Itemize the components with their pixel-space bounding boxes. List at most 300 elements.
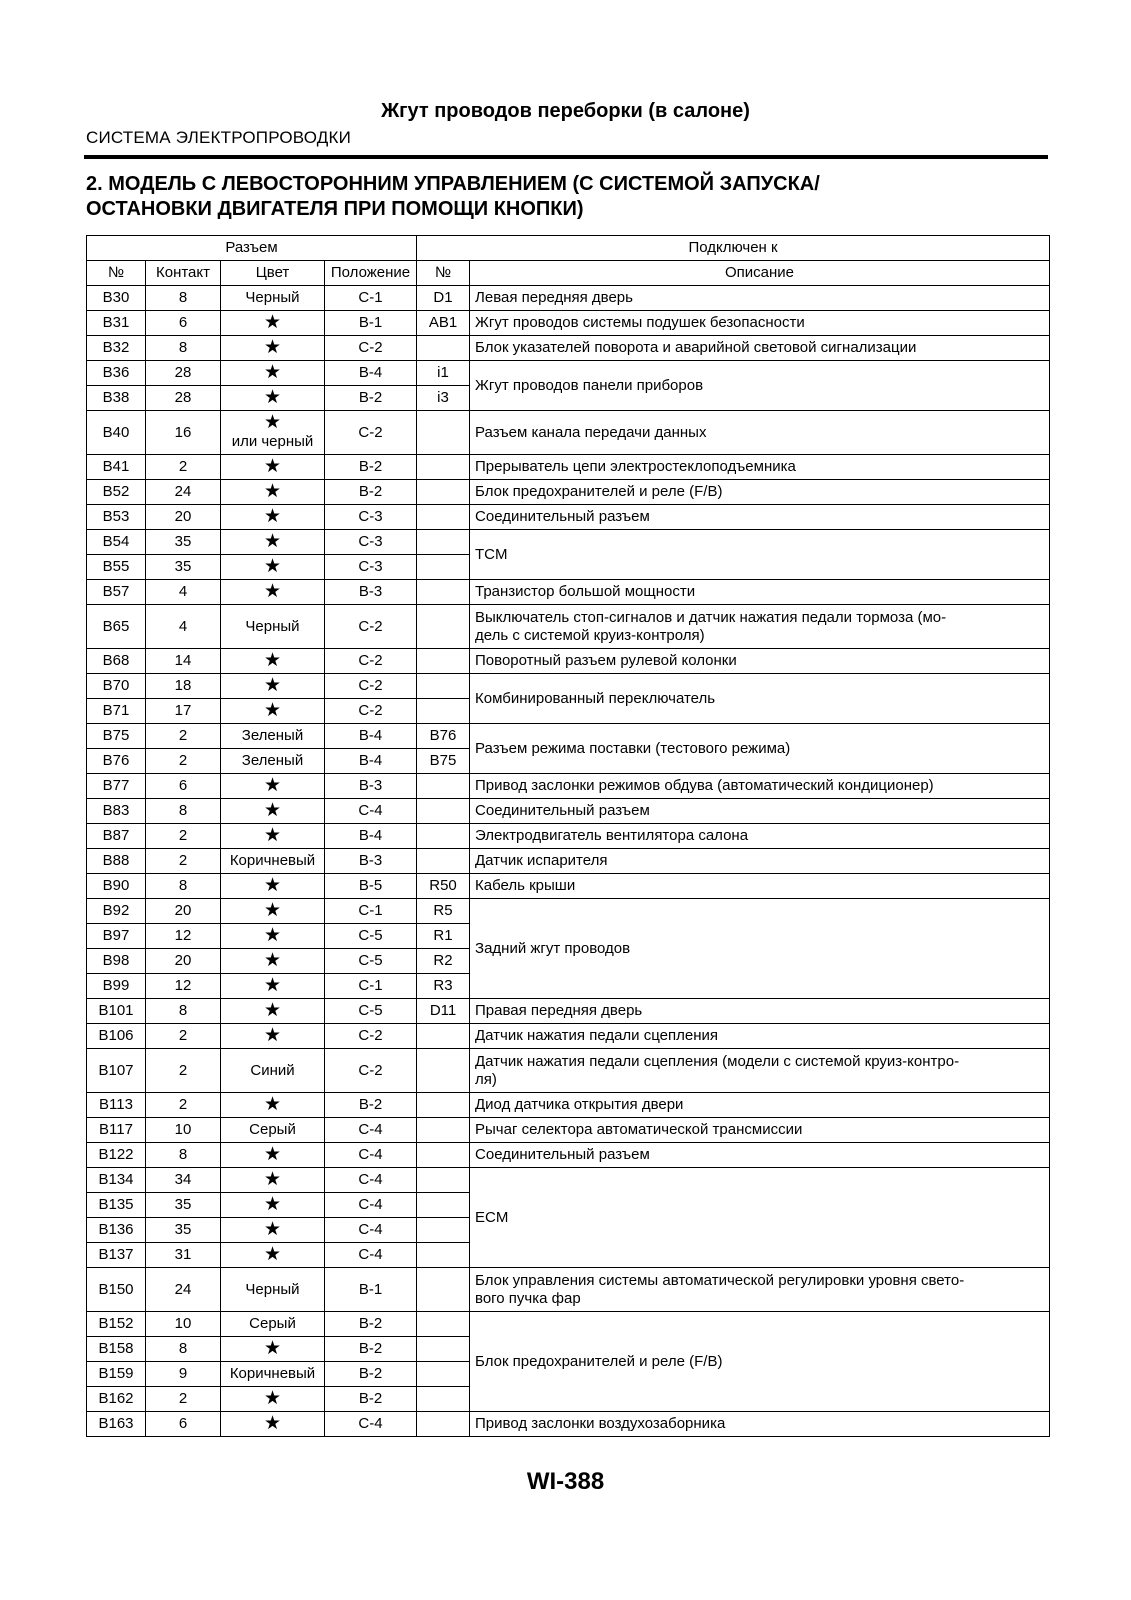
cell-pins: 20: [146, 949, 221, 974]
cell-position: B-1: [325, 1268, 417, 1312]
cell-description: [470, 1143, 1050, 1168]
cell-color: [221, 555, 325, 580]
cell-to-no: [417, 1218, 470, 1243]
cell-description: [470, 674, 1050, 724]
cell-position: C-1: [325, 286, 417, 311]
cell-pins: 20: [146, 899, 221, 924]
star-icon: ★: [263, 674, 282, 696]
cell-position: B-3: [325, 849, 417, 874]
cell-position: C-3: [325, 530, 417, 555]
cell-to-no: [417, 1118, 470, 1143]
cell-position: C-4: [325, 1168, 417, 1193]
cell-color: [221, 1243, 325, 1268]
cell-description: [470, 530, 1050, 580]
cell-to-no: R3: [417, 974, 470, 999]
description-text: Рычаг селектора автоматической трансмиссии: [475, 1121, 803, 1138]
cell-no: B55: [87, 555, 146, 580]
table-row: [87, 361, 1050, 386]
cell-description: [470, 649, 1050, 674]
cell-to-no: [417, 774, 470, 799]
cell-color: Черный: [221, 605, 325, 649]
table-row: [87, 899, 1050, 924]
cell-to-no: i1: [417, 361, 470, 386]
cell-no: B41: [87, 455, 146, 480]
cell-to-no: [417, 530, 470, 555]
star-icon: ★: [263, 1193, 282, 1215]
cell-pins: 18: [146, 674, 221, 699]
cell-description: [470, 580, 1050, 605]
cell-to-no: [417, 699, 470, 724]
star-icon: ★: [263, 1143, 282, 1165]
cell-description: [470, 286, 1050, 311]
cell-color: Черный: [221, 286, 325, 311]
cell-position: C-4: [325, 1412, 417, 1437]
cell-pins: 28: [146, 386, 221, 411]
cell-no: B70: [87, 674, 146, 699]
cell-to-no: R2: [417, 949, 470, 974]
cell-position: C-5: [325, 949, 417, 974]
cell-no: B163: [87, 1412, 146, 1437]
table-column-header: [87, 261, 1050, 286]
cell-no: B38: [87, 386, 146, 411]
cell-color: [221, 999, 325, 1024]
description-text: Датчик нажатия педали сцепления (модели с системой круиз-контро-: [475, 1052, 960, 1070]
cell-description: [470, 1168, 1050, 1268]
cell-to-no: [417, 505, 470, 530]
cell-no: B98: [87, 949, 146, 974]
cell-pins: 35: [146, 1193, 221, 1218]
cell-color: [221, 505, 325, 530]
cell-color: [221, 530, 325, 555]
cell-pins: 35: [146, 530, 221, 555]
description-text: Выключатель стоп-сигналов и датчик нажатия педали тормоза (мо-: [475, 608, 947, 626]
cell-position: C-4: [325, 1193, 417, 1218]
table-row: [87, 1093, 1050, 1118]
table-row: [87, 286, 1050, 311]
header-divider: [84, 155, 1048, 159]
description-text: Жгут проводов системы подушек безопасности: [475, 314, 805, 331]
cell-description: [470, 480, 1050, 505]
description-text: Разъем режима поставки (тестового режима): [475, 739, 791, 757]
table-row: [87, 1049, 1050, 1093]
cell-pins: 31: [146, 1243, 221, 1268]
table-row: [87, 336, 1050, 361]
cell-no: B88: [87, 849, 146, 874]
cell-position: B-2: [325, 386, 417, 411]
cell-color: Зеленый: [221, 724, 325, 749]
cell-position: B-3: [325, 580, 417, 605]
cell-to-no: D1: [417, 286, 470, 311]
cell-to-no: [417, 799, 470, 824]
description-text: Датчик нажатия педали сцепления: [475, 1027, 718, 1044]
cell-position: B-4: [325, 749, 417, 774]
cell-position: B-4: [325, 824, 417, 849]
cell-position: C-4: [325, 1118, 417, 1143]
cell-color: [221, 336, 325, 361]
cell-position: B-2: [325, 480, 417, 505]
table-row: [87, 799, 1050, 824]
cell-color: [221, 699, 325, 724]
star-icon: ★: [263, 924, 282, 946]
table-row: [87, 1118, 1050, 1143]
description-text: Диод датчика открытия двери: [475, 1096, 684, 1113]
cell-pins: 6: [146, 311, 221, 336]
table-row: [87, 411, 1050, 455]
cell-no: B53: [87, 505, 146, 530]
cell-color: [221, 874, 325, 899]
cell-position: C-3: [325, 505, 417, 530]
cell-color: [221, 1387, 325, 1412]
description-text: Привод заслонки режимов обдува (автоматический кондиционер): [475, 777, 934, 794]
description-text: Блок предохранителей и реле (F/B): [475, 1352, 723, 1370]
star-icon: ★: [263, 824, 282, 846]
description-text: Кабель крыши: [475, 877, 576, 894]
star-icon: ★: [263, 386, 282, 408]
cell-position: C-2: [325, 1024, 417, 1049]
cell-pins: 2: [146, 1387, 221, 1412]
cell-position: C-2: [325, 411, 417, 455]
cell-pins: 24: [146, 1268, 221, 1312]
star-icon: ★: [263, 899, 282, 921]
cell-pins: 2: [146, 749, 221, 774]
cell-no: B57: [87, 580, 146, 605]
cell-description: [470, 774, 1050, 799]
cell-position: C-4: [325, 1143, 417, 1168]
star-icon: ★: [263, 336, 282, 358]
cell-position: B-4: [325, 361, 417, 386]
cell-no: B30: [87, 286, 146, 311]
star-icon: ★: [263, 505, 282, 527]
star-icon: ★: [263, 311, 282, 333]
cell-no: B136: [87, 1218, 146, 1243]
table-row: [87, 724, 1050, 749]
cell-position: C-2: [325, 649, 417, 674]
cell-color: Зеленый: [221, 749, 325, 774]
table-row: [87, 605, 1050, 649]
cell-color: [221, 411, 325, 455]
cell-description: [470, 505, 1050, 530]
group-connected: Подключен к: [417, 236, 1050, 261]
cell-no: B134: [87, 1168, 146, 1193]
cell-pins: 2: [146, 849, 221, 874]
cell-description: [470, 361, 1050, 411]
cell-color: Коричневый: [221, 849, 325, 874]
table-row: [87, 1268, 1050, 1312]
table-row: [87, 530, 1050, 555]
cell-color: [221, 674, 325, 699]
cell-no: B31: [87, 311, 146, 336]
cell-color: [221, 1218, 325, 1243]
cell-position: B-4: [325, 724, 417, 749]
table-row: [87, 455, 1050, 480]
cell-to-no: [417, 1412, 470, 1437]
cell-to-no: R50: [417, 874, 470, 899]
cell-description: [470, 311, 1050, 336]
description-text: Правая передняя дверь: [475, 1002, 643, 1019]
cell-position: B-2: [325, 1312, 417, 1337]
cell-pins: 8: [146, 1143, 221, 1168]
cell-to-no: [417, 455, 470, 480]
cell-description: [470, 724, 1050, 774]
cell-position: B-2: [325, 1362, 417, 1387]
cell-pins: 10: [146, 1312, 221, 1337]
star-icon: ★: [263, 1093, 282, 1115]
table-row: [87, 1168, 1050, 1193]
description-text: Комбинированный переключатель: [475, 689, 716, 707]
cell-description: [470, 1268, 1050, 1312]
star-icon: ★: [263, 480, 282, 502]
cell-color: [221, 974, 325, 999]
cell-position: B-5: [325, 874, 417, 899]
star-icon: ★: [263, 1024, 282, 1046]
cell-color: Черный: [221, 1268, 325, 1312]
table-row: [87, 1024, 1050, 1049]
cell-pins: 34: [146, 1168, 221, 1193]
cell-pins: 28: [146, 361, 221, 386]
description-text: Блок предохранителей и реле (F/B): [475, 483, 723, 500]
star-icon: ★: [263, 974, 282, 996]
cell-no: B150: [87, 1268, 146, 1312]
cell-no: B76: [87, 749, 146, 774]
cell-pins: 6: [146, 774, 221, 799]
cell-position: C-2: [325, 1049, 417, 1093]
cell-no: B87: [87, 824, 146, 849]
cell-no: B152: [87, 1312, 146, 1337]
cell-to-no: [417, 674, 470, 699]
cell-pins: 2: [146, 455, 221, 480]
table-row: [87, 1143, 1050, 1168]
cell-to-no: [417, 1243, 470, 1268]
cell-no: B77: [87, 774, 146, 799]
star-icon: ★: [263, 1218, 282, 1240]
table-row: [87, 1312, 1050, 1337]
cell-color: Коричневый: [221, 1362, 325, 1387]
description-text: Жгут проводов панели приборов: [475, 376, 704, 394]
cell-to-no: i3: [417, 386, 470, 411]
cell-to-no: [417, 605, 470, 649]
star-icon: ★: [263, 874, 282, 896]
cell-color: [221, 799, 325, 824]
cell-color: [221, 649, 325, 674]
cell-color: Синий: [221, 1049, 325, 1093]
cell-pins: 16: [146, 411, 221, 455]
cell-description: [470, 336, 1050, 361]
cell-description: [470, 1049, 1050, 1093]
cell-description: [470, 899, 1050, 999]
cell-pins: 2: [146, 724, 221, 749]
cell-to-no: [417, 411, 470, 455]
cell-no: B97: [87, 924, 146, 949]
cell-position: B-2: [325, 455, 417, 480]
description-text: Поворотный разъем рулевой колонки: [475, 652, 737, 669]
col-no: №: [87, 261, 146, 286]
cell-description: [470, 411, 1050, 455]
cell-pins: 8: [146, 336, 221, 361]
star-icon: ★: [263, 1387, 282, 1409]
cell-pins: 2: [146, 1093, 221, 1118]
cell-to-no: [417, 1387, 470, 1412]
cell-color: Серый: [221, 1118, 325, 1143]
star-icon: ★: [263, 412, 282, 433]
cell-no: B54: [87, 530, 146, 555]
cell-position: C-1: [325, 974, 417, 999]
description-text: Электродвигатель вентилятора салона: [475, 827, 749, 844]
description-text: Соединительный разъем: [475, 508, 650, 525]
cell-position: C-4: [325, 799, 417, 824]
cell-no: B52: [87, 480, 146, 505]
description-text: Соединительный разъем: [475, 1146, 650, 1163]
cell-pins: 6: [146, 1412, 221, 1437]
table-row: [87, 311, 1050, 336]
cell-to-no: R5: [417, 899, 470, 924]
description-text: Датчик испарителя: [475, 852, 608, 869]
cell-to-no: [417, 1312, 470, 1337]
cell-to-no: [417, 649, 470, 674]
col-to-no: №: [417, 261, 470, 286]
heading-line-2: ОСТАНОВКИ ДВИГАТЕЛЯ ПРИ ПОМОЩИ КНОПКИ): [86, 198, 584, 220]
cell-color: [221, 480, 325, 505]
cell-pins: 12: [146, 974, 221, 999]
description-text-cont: дель с системой круиз-контроля): [475, 626, 705, 644]
description-text: Привод заслонки воздухозаборника: [475, 1415, 726, 1432]
cell-pins: 10: [146, 1118, 221, 1143]
cell-pins: 17: [146, 699, 221, 724]
star-icon: ★: [263, 361, 282, 383]
cell-description: [470, 874, 1050, 899]
cell-to-no: [417, 849, 470, 874]
cell-to-no: [417, 336, 470, 361]
cell-pins: 8: [146, 1337, 221, 1362]
cell-pins: 14: [146, 649, 221, 674]
cell-description: [470, 455, 1050, 480]
cell-pins: 8: [146, 286, 221, 311]
cell-no: B162: [87, 1387, 146, 1412]
cell-no: B32: [87, 336, 146, 361]
description-text: Задний жгут проводов: [475, 939, 631, 957]
star-icon: ★: [263, 555, 282, 577]
heading-line-1: 2. МОДЕЛЬ С ЛЕВОСТОРОННИМ УПРАВЛЕНИЕМ (С СИСТЕМОЙ ЗАПУСКА/: [86, 173, 820, 195]
cell-position: C-4: [325, 1218, 417, 1243]
star-icon: ★: [263, 580, 282, 602]
table-row: [87, 1412, 1050, 1437]
star-icon: ★: [263, 1243, 282, 1265]
cell-to-no: B75: [417, 749, 470, 774]
cell-position: C-2: [325, 674, 417, 699]
cell-color: [221, 899, 325, 924]
page-title: Жгут проводов переборки (в салоне): [381, 100, 750, 122]
cell-color: [221, 455, 325, 480]
description-text: TCM: [475, 545, 508, 563]
cell-to-no: D11: [417, 999, 470, 1024]
cell-color: [221, 1168, 325, 1193]
cell-color: [221, 949, 325, 974]
table-row: [87, 649, 1050, 674]
cell-no: B92: [87, 899, 146, 924]
cell-to-no: [417, 1024, 470, 1049]
table-row: [87, 849, 1050, 874]
star-icon: ★: [263, 455, 282, 477]
cell-to-no: [417, 824, 470, 849]
cell-pins: 8: [146, 999, 221, 1024]
star-icon: ★: [263, 1337, 282, 1359]
cell-position: C-3: [325, 555, 417, 580]
table-row: [87, 999, 1050, 1024]
cell-pins: 8: [146, 874, 221, 899]
connector-table: [86, 235, 1050, 1437]
cell-position: B-2: [325, 1337, 417, 1362]
cell-position: C-2: [325, 699, 417, 724]
cell-position: C-5: [325, 924, 417, 949]
cell-description: [470, 1412, 1050, 1437]
cell-color: [221, 580, 325, 605]
cell-position: C-2: [325, 336, 417, 361]
color-alt: или черный: [231, 433, 314, 450]
cell-pins: 2: [146, 1024, 221, 1049]
cell-pins: 24: [146, 480, 221, 505]
table-row: [87, 774, 1050, 799]
cell-color: [221, 311, 325, 336]
cell-color: [221, 774, 325, 799]
star-icon: ★: [263, 530, 282, 552]
cell-description: [470, 999, 1050, 1024]
star-icon: ★: [263, 799, 282, 821]
star-icon: ★: [263, 1412, 282, 1434]
cell-color: [221, 386, 325, 411]
cell-pins: 8: [146, 799, 221, 824]
cell-position: B-3: [325, 774, 417, 799]
cell-no: B65: [87, 605, 146, 649]
cell-color: [221, 1193, 325, 1218]
cell-position: C-4: [325, 1243, 417, 1268]
cell-no: B40: [87, 411, 146, 455]
cell-to-no: [417, 1168, 470, 1193]
cell-to-no: [417, 1337, 470, 1362]
cell-to-no: [417, 1143, 470, 1168]
description-text-cont: ля): [475, 1070, 497, 1088]
page-number: WI-388: [526, 1468, 605, 1495]
description-text: Прерыватель цепи электростеклоподъемника: [475, 458, 796, 475]
group-connector: Разъем: [87, 236, 417, 261]
cell-description: [470, 849, 1050, 874]
cell-pins: 9: [146, 1362, 221, 1387]
section-heading: [86, 172, 1046, 222]
col-color: Цвет: [221, 261, 325, 286]
cell-to-no: B76: [417, 724, 470, 749]
cell-pins: 2: [146, 824, 221, 849]
cell-color: [221, 1143, 325, 1168]
description-text: Блок указателей поворота и аварийной световой сигнализации: [475, 339, 917, 356]
description-text: Блок управления системы автоматической регулировки уровня свето-: [475, 1271, 965, 1289]
cell-position: C-1: [325, 899, 417, 924]
cell-no: B90: [87, 874, 146, 899]
cell-no: B113: [87, 1093, 146, 1118]
cell-description: [470, 1093, 1050, 1118]
cell-to-no: [417, 1193, 470, 1218]
cell-description: [470, 824, 1050, 849]
cell-to-no: [417, 1093, 470, 1118]
cell-no: B99: [87, 974, 146, 999]
cell-color: [221, 1024, 325, 1049]
cell-to-no: [417, 480, 470, 505]
cell-pins: 20: [146, 505, 221, 530]
description-text: Транзистор большой мощности: [475, 583, 696, 600]
cell-no: B101: [87, 999, 146, 1024]
cell-to-no: R1: [417, 924, 470, 949]
cell-description: [470, 799, 1050, 824]
table-row: [87, 505, 1050, 530]
cell-no: B71: [87, 699, 146, 724]
description-text: Соединительный разъем: [475, 802, 650, 819]
